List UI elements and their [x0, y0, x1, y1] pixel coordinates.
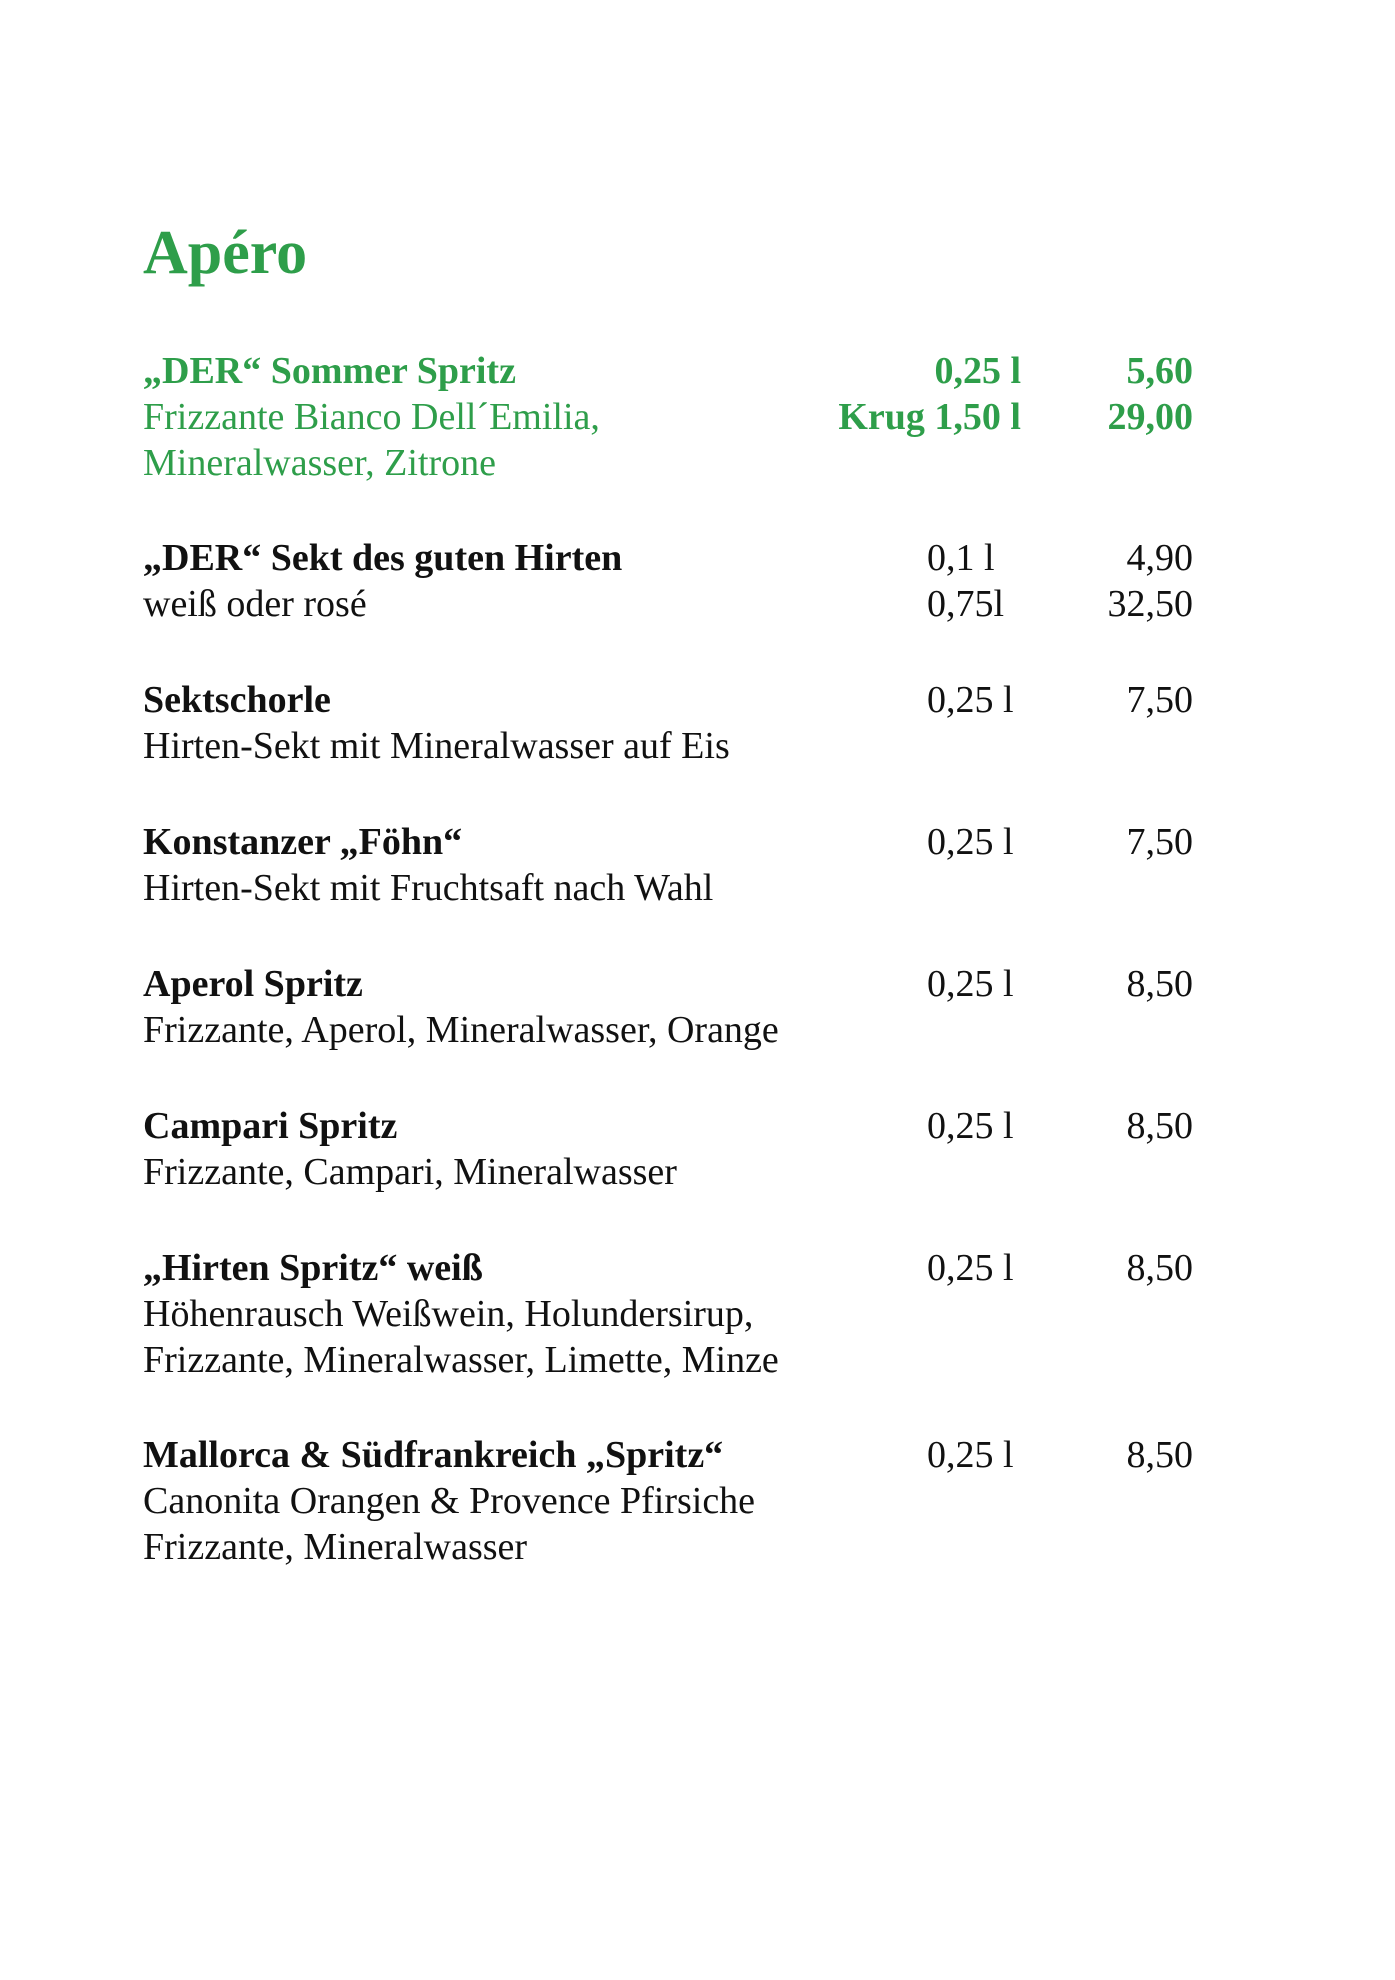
item-volume: 0,25 l — [927, 821, 1014, 863]
item-description: Hirten-Sekt mit Fruchtsaft nach Wahl — [143, 867, 714, 909]
item-description: Höhenrausch Weißwein, Holundersirup, — [143, 1293, 754, 1335]
item-volume: 0,25 l — [927, 1434, 1014, 1476]
item-name: Konstanzer „Föhn“ — [143, 821, 463, 863]
item-volume: 0,25 l — [927, 1105, 1014, 1147]
item-volume: 0,75l — [927, 583, 1005, 625]
item-description: Frizzante, Campari, Mineralwasser — [143, 1151, 677, 1193]
item-price: 8,50 — [1126, 1434, 1193, 1476]
menu-item-konstanzer-foehn — [143, 819, 1193, 911]
item-description: Frizzante, Aperol, Mineralwasser, Orange — [143, 1009, 779, 1051]
item-description: weiß oder rosé — [143, 583, 367, 625]
item-description: Frizzante, Mineralwasser — [143, 1526, 528, 1568]
item-price: 8,50 — [1126, 1247, 1193, 1289]
item-volume: 0,25 l — [934, 350, 1021, 392]
menu-item-mallorca-suedfrankreich-spritz — [143, 1432, 1193, 1570]
menu-item-sekt-des-guten-hirten — [143, 535, 1193, 627]
item-volume: 0,25 l — [927, 1247, 1014, 1289]
item-name: Sektschorle — [143, 679, 331, 721]
item-name: „DER“ Sommer Spritz — [143, 350, 516, 392]
item-price: 7,50 — [1126, 679, 1193, 721]
menu-item-sektschorle — [143, 677, 1193, 769]
item-description: Frizzante Bianco Dell´Emilia, — [143, 396, 600, 438]
item-description: Canonita Orangen & Provence Pfirsiche — [143, 1480, 756, 1522]
item-name: „DER“ Sekt des guten Hirten — [143, 537, 623, 579]
item-description: Frizzante, Mineralwasser, Limette, Minze — [143, 1339, 779, 1381]
item-volume: 0,25 l — [927, 679, 1014, 721]
item-price: 32,50 — [1107, 583, 1193, 625]
item-volume: 0,1 l — [927, 537, 995, 579]
item-description: Mineralwasser, Zitrone — [143, 442, 497, 484]
menu-item-campari-spritz — [143, 1103, 1193, 1195]
item-price: 29,00 — [1107, 396, 1193, 438]
item-volume: 0,25 l — [927, 963, 1014, 1005]
item-price: 8,50 — [1126, 1105, 1193, 1147]
item-volume: Krug 1,50 l — [838, 396, 1021, 438]
item-description: Hirten-Sekt mit Mineralwasser auf Eis — [143, 725, 730, 767]
item-name: „Hirten Spritz“ weiß — [143, 1247, 483, 1289]
item-price: 5,60 — [1126, 350, 1193, 392]
menu-item-hirten-spritz-weiss — [143, 1245, 1193, 1383]
page-title: Apéro — [143, 219, 308, 287]
menu-item-aperol-spritz — [143, 961, 1193, 1053]
item-price: 7,50 — [1126, 821, 1193, 863]
item-price: 8,50 — [1126, 963, 1193, 1005]
menu-item-sommer-spritz — [143, 348, 1193, 486]
item-name: Mallorca & Südfrankreich „Spritz“ — [143, 1434, 724, 1476]
item-name: Campari Spritz — [143, 1105, 398, 1147]
item-name: Aperol Spritz — [143, 963, 363, 1005]
item-price: 4,90 — [1126, 537, 1193, 579]
